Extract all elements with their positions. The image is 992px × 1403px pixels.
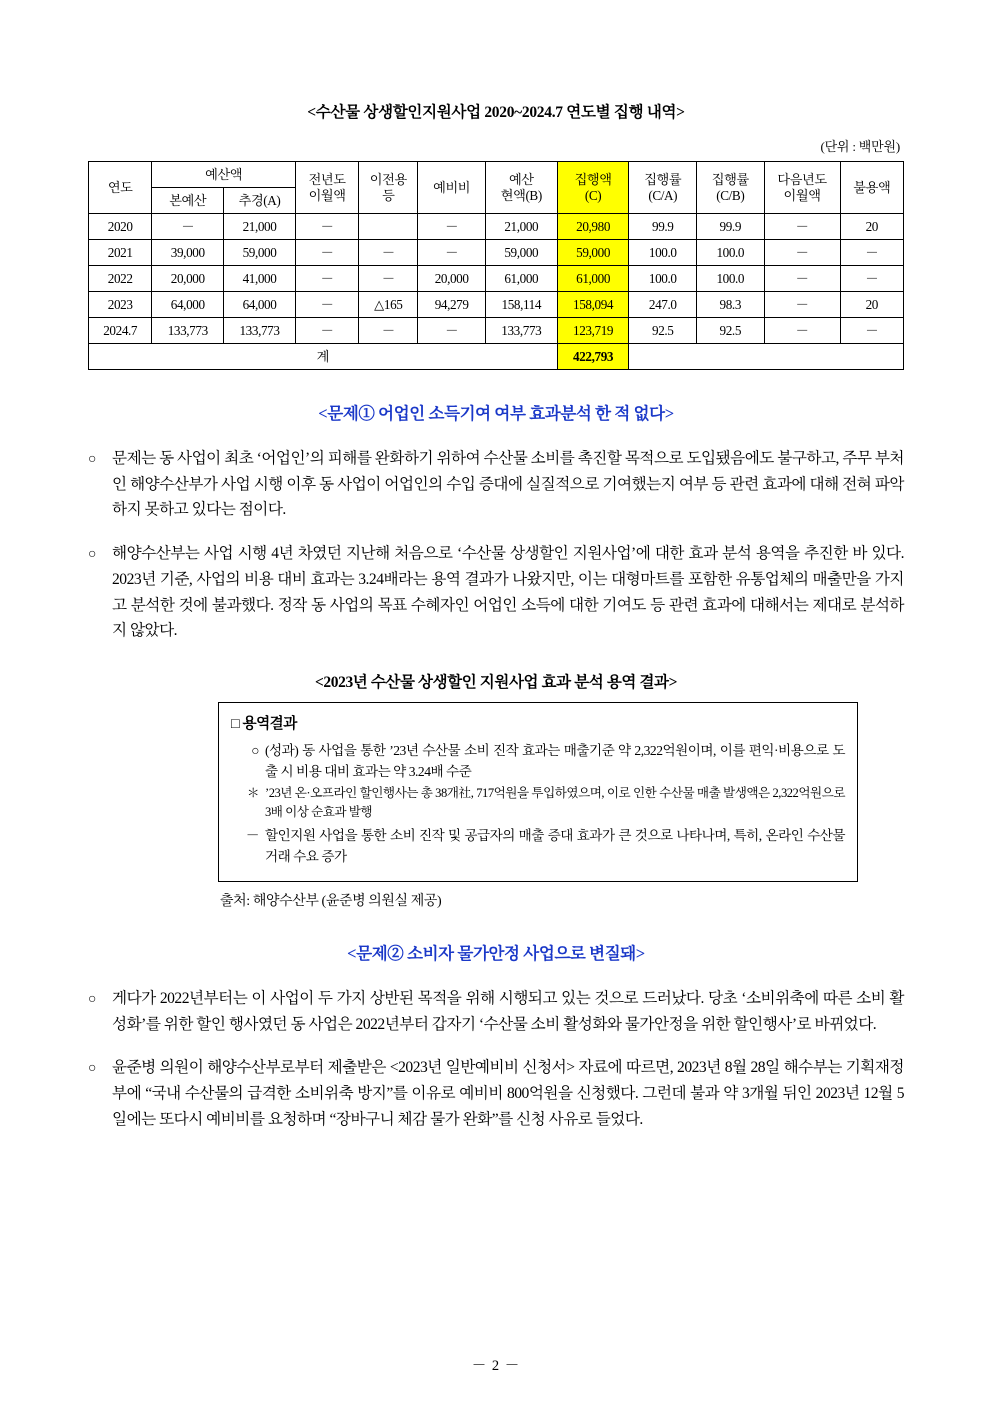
- th-transfer-line2: 등: [382, 187, 395, 203]
- cell-transfer: △165: [359, 292, 418, 318]
- cell-reserve: －: [418, 214, 486, 240]
- th-transfer-line1: 이전용: [369, 172, 407, 188]
- paragraph-bullet: ○: [88, 1061, 96, 1077]
- table-row: [89, 292, 904, 318]
- th-executed-line1: 집행액: [574, 172, 612, 188]
- cell-next-carry: －: [764, 292, 840, 318]
- result-box-head-label: 용역결과: [242, 716, 297, 733]
- cell-transfer: －: [359, 318, 418, 344]
- cell-unused: －: [840, 240, 903, 266]
- cell-budget-supp: 41,000: [224, 266, 296, 292]
- cell-prev-carry: －: [295, 240, 358, 266]
- result-box-item-mark: －: [245, 827, 259, 843]
- cell-next-carry: －: [764, 214, 840, 240]
- th-executed-line2: (C): [584, 187, 602, 203]
- cell-budget-main: 39,000: [152, 240, 224, 266]
- th-budget-current-line2: 현액(B): [500, 187, 542, 203]
- th-rate-ca-line1: 집행률: [644, 172, 682, 188]
- cell-rate-ca: 100.0: [629, 266, 697, 292]
- cell-reserve: －: [418, 240, 486, 266]
- cell-executed: 123,719: [557, 318, 629, 344]
- cell-year: 2024.7: [89, 318, 152, 344]
- th-next-carry-line1: 다음년도: [777, 172, 827, 188]
- th-rate-ca: [629, 162, 697, 214]
- result-box-head-mark: □: [231, 716, 240, 733]
- cell-budget-supp: 21,000: [224, 214, 296, 240]
- th-transfer: [359, 162, 418, 214]
- budget-execution-table: [88, 161, 904, 370]
- result-box-item-mark: ○: [251, 742, 259, 758]
- cell-prev-carry: －: [295, 318, 358, 344]
- th-unused: 불용액: [840, 162, 903, 214]
- cell-unused: 20: [840, 292, 903, 318]
- th-prev-carry-line1: 전년도: [308, 172, 346, 188]
- th-year: 연도: [89, 162, 152, 214]
- table-row: [89, 240, 904, 266]
- cell-year: 2020: [89, 214, 152, 240]
- th-rate-ca-line2: (C/A): [648, 187, 678, 203]
- th-budget-supp: 추경(A): [224, 188, 296, 214]
- cell-executed: 20,980: [557, 214, 629, 240]
- table-row: [89, 318, 904, 344]
- cell-next-carry: －: [764, 240, 840, 266]
- cell-reserve: 94,279: [418, 292, 486, 318]
- th-next-carry-line2: 이월액: [783, 187, 821, 203]
- cell-budget-current: 61,000: [485, 266, 557, 292]
- cell-budget-current: 21,000: [485, 214, 557, 240]
- paragraph-text: 게다가 2022년부터는 이 사업이 두 가지 상반된 목적을 위해 시행되고 있는 것으로 드러났다. 당초 ‘소비위축에 따른 소비 활성화’를 위한 할인 행사였던 동 사업은 2022년부터 갑자기 ‘수산물 소비 활성화와 물가안정을 위한 할인행사’로 바뀌었다.: [112, 989, 904, 1033]
- cell-executed: 59,000: [557, 240, 629, 266]
- total-label: 계: [89, 344, 558, 370]
- result-box-item: [231, 825, 845, 867]
- cell-year: 2021: [89, 240, 152, 266]
- cell-transfer: －: [359, 240, 418, 266]
- cell-rate-cb: 99.9: [697, 214, 765, 240]
- cell-transfer: －: [359, 266, 418, 292]
- cell-unused: －: [840, 318, 903, 344]
- th-rate-cb: [697, 162, 765, 214]
- th-prev-carry: [295, 162, 358, 214]
- result-box-item-text: ’23년 온·오프라인 할인행사는 총 38개社, 717억원을 투입하였으며, 이로 인한 수산물 매출 발생액은 2,322억원으로 3배 이상 순효과 발행: [265, 785, 845, 820]
- paragraph-text: 문제는 동 사업이 최초 ‘어업인’의 피해를 완화하기 위하여 수산물 소비를 촉진할 목적으로 도입됐음에도 불구하고, 주무 부처인 해양수산부가 사업 시행 이후 동 사업이 어업인의 수입 증대에 실질적으로 기여했는지 여부 등 관련 효과에 대해 전혀 파악하지 못하고 있다는 점이다.: [112, 450, 904, 519]
- cell-rate-cb: 100.0: [697, 240, 765, 266]
- paragraph-bullet: ○: [88, 547, 96, 563]
- cell-budget-current: 59,000: [485, 240, 557, 266]
- paragraph-bullet: ○: [88, 452, 96, 467]
- cell-reserve: －: [418, 318, 486, 344]
- cell-budget-current: 133,773: [485, 318, 557, 344]
- cell-prev-carry: －: [295, 214, 358, 240]
- table-total-row: [89, 344, 904, 370]
- table-header-row-1: [89, 162, 904, 188]
- paragraph-text: 윤준병 의원이 해양수산부로부터 제출받은 <2023년 일반예비비 신청서> 자료에 따르면, 2023년 8월 28일 해수부는 기획재정부에 “국내 수산물의 급격한 소비위축 방지”를 이유로 예비비 800억원을 신청했다. 그런데 불과 약 3개월 뒤인 2023년 12월 5일에는 또다시 예비비를 요청하며 “장바구니 체감 물가 완화”를 신청 사유로 들었다.: [112, 1059, 904, 1128]
- paragraph-bullet: ○: [88, 991, 96, 1007]
- result-box-item: [231, 740, 845, 782]
- cell-next-carry: －: [764, 318, 840, 344]
- result-box-item: [231, 784, 845, 823]
- cell-rate-ca: 99.9: [629, 214, 697, 240]
- cell-rate-cb: 92.5: [697, 318, 765, 344]
- cell-transfer: [359, 214, 418, 240]
- cell-unused: 20: [840, 214, 903, 240]
- cell-rate-ca: 247.0: [629, 292, 697, 318]
- th-rate-cb-line1: 집행률: [711, 172, 749, 188]
- cell-rate-ca: 100.0: [629, 240, 697, 266]
- table-unit-note: (단위 : 백만원): [820, 139, 900, 154]
- cell-budget-main: 20,000: [152, 266, 224, 292]
- th-reserve: 예비비: [418, 162, 486, 214]
- cell-budget-supp: 64,000: [224, 292, 296, 318]
- result-box-heading: [231, 713, 845, 736]
- cell-year: 2023: [89, 292, 152, 318]
- result-box-item-text: (성과) 동 사업을 통한 ’23년 수산물 소비 진작 효과는 매출기준 약 2,322억원이며, 이를 편익·비용으로 도출 시 비용 대비 효과는 약 3.24배 수준: [265, 742, 845, 779]
- section-heading-1: <문제① 어업인 소득기여 여부 효과분석 한 적 없다>: [318, 404, 674, 423]
- cell-budget-main: 64,000: [152, 292, 224, 318]
- cell-prev-carry: －: [295, 292, 358, 318]
- cell-year: 2022: [89, 266, 152, 292]
- table-title: <수산물 상생할인지원사업 2020~2024.7 연도별 집행 내역>: [307, 104, 685, 121]
- cell-budget-current: 158,114: [485, 292, 557, 318]
- th-budget-group: 예산액: [152, 162, 296, 188]
- th-prev-carry-line2: 이월액: [308, 187, 346, 203]
- th-budget-current: [485, 162, 557, 214]
- cell-executed: 61,000: [557, 266, 629, 292]
- th-budget-main: 본예산: [152, 188, 224, 214]
- total-value: 422,793: [557, 344, 629, 370]
- th-budget-current-line1: 예산: [508, 172, 534, 188]
- cell-budget-main: 133,773: [152, 318, 224, 344]
- cell-executed: 158,094: [557, 292, 629, 318]
- table-row: [89, 214, 904, 240]
- cell-rate-ca: 92.5: [629, 318, 697, 344]
- page-number: － 2 －: [471, 1358, 521, 1374]
- paragraph: [88, 541, 904, 644]
- result-box-title: <2023년 수산물 상생할인 지원사업 효과 분석 용역 결과>: [314, 674, 678, 692]
- total-empty: [629, 344, 904, 370]
- result-box-item-text: 할인지원 사업을 통한 소비 진작 및 공급자의 매출 증대 효과가 큰 것으로 나타나며, 특히, 온라인 수산물 거래 수요 증가: [265, 827, 845, 864]
- cell-rate-cb: 98.3: [697, 292, 765, 318]
- cell-budget-main: －: [152, 214, 224, 240]
- cell-prev-carry: －: [295, 266, 358, 292]
- result-box-source: 출처: 해양수산부 (윤준병 의원실 제공): [220, 893, 442, 909]
- cell-budget-supp: 133,773: [224, 318, 296, 344]
- cell-reserve: 20,000: [418, 266, 486, 292]
- paragraph: [88, 446, 904, 523]
- table-row: [89, 266, 904, 292]
- cell-next-carry: －: [764, 266, 840, 292]
- th-next-carry: [764, 162, 840, 214]
- paragraph: [88, 986, 904, 1037]
- cell-budget-supp: 59,000: [224, 240, 296, 266]
- result-box-item-mark: ＊: [246, 785, 259, 800]
- paragraph-text: 해양수산부는 사업 시행 4년 차였던 지난해 처음으로 ‘수산물 상생할인 지원사업’에 대한 효과 분석 용역을 추진한 바 있다. 2023년 기준, 사업의 비용 대비 효과는 3.24배라는 용역 결과가 나왔지만, 이는 대형마트를 포함한 유통업체의 매출만을 가지고 분석한 것에 불과했다. 정작 동 사업의 목표 수혜자인 어업인 소득에 대한 기여도 등 관련 효과에 대해서는 제대로 분석하지 않았다.: [112, 545, 904, 640]
- th-rate-cb-line2: (C/B): [716, 187, 745, 203]
- th-executed: [557, 162, 629, 214]
- cell-rate-cb: 100.0: [697, 266, 765, 292]
- section-heading-2: <문제② 소비자 물가안정 사업으로 변질돼>: [347, 943, 645, 963]
- result-box: [218, 702, 858, 882]
- paragraph: [88, 1055, 904, 1132]
- cell-unused: －: [840, 266, 903, 292]
